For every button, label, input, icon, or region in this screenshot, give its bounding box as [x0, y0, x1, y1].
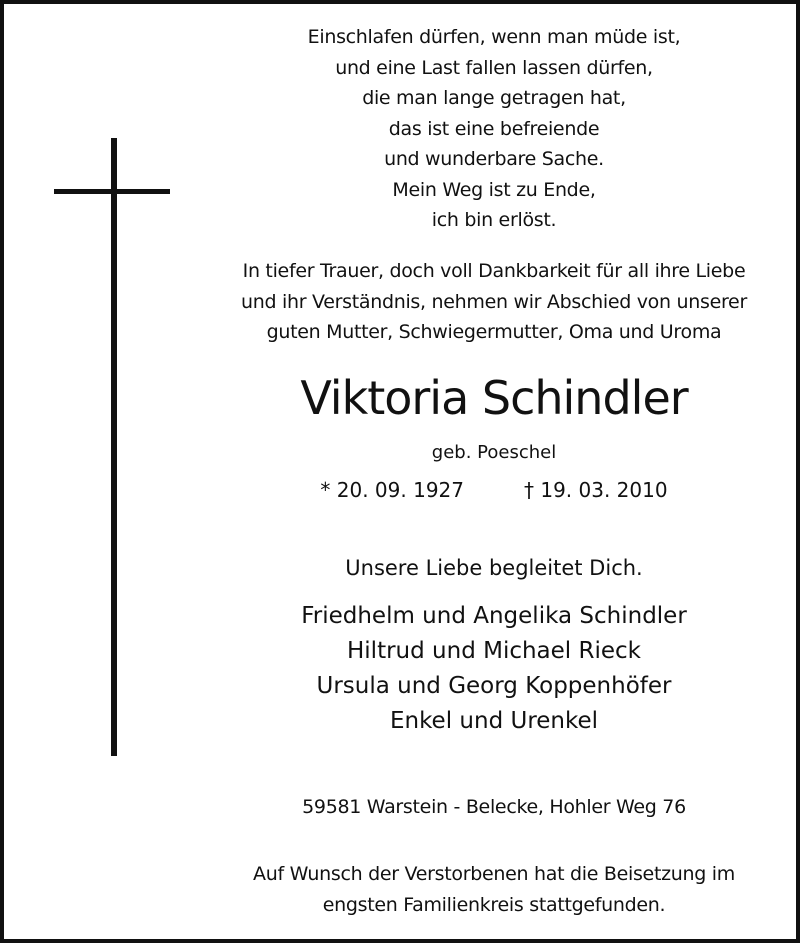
intro-line: guten Mutter, Schwiegermutter, Oma und Uroma	[266, 321, 722, 343]
poem-line: und eine Last fallen lassen dürfen,	[335, 56, 653, 79]
note-line: Auf Wunsch der Verstorbenen hat die Beisetzung im	[253, 863, 735, 885]
deceased-name: Viktoria Schindler	[300, 371, 688, 425]
poem-line: ich bin erlöst.	[431, 209, 557, 231]
poem	[194, 22, 794, 236]
intro-text	[194, 256, 794, 348]
cross-vertical-bar	[111, 138, 117, 756]
poem-line: und wunderbare Sache.	[384, 148, 604, 170]
birth-name: geb. Poeschel	[431, 442, 557, 463]
mourner: Ursula und Georg Koppenhöfer	[316, 673, 672, 699]
poem-line: Mein Weg ist zu Ende,	[392, 178, 596, 201]
mourner: Enkel und Urenkel	[389, 708, 599, 734]
note-line: engsten Familienkreis stattgefunden.	[322, 893, 666, 916]
intro-line: und ihr Verständnis, nehmen wir Abschied von unserer	[241, 290, 747, 313]
poem-line: Einschlafen dürfen, wenn man müde ist,	[307, 26, 681, 48]
cross-horizontal-bar	[54, 189, 170, 194]
burial-note	[194, 859, 794, 920]
mourner: Friedhelm und Angelika Schindler	[301, 603, 687, 629]
poem-line: die man lange getragen hat,	[362, 87, 626, 109]
intro-line: In tiefer Trauer, doch voll Dankbarkeit für all ihre Liebe	[242, 260, 746, 282]
life-dates	[194, 475, 794, 505]
birth-date: * 20. 09. 1927	[320, 478, 464, 502]
mourners-list	[194, 599, 794, 739]
motto: Unsere Liebe begleitet Dich.	[345, 556, 643, 580]
mourner: Hiltrud und Michael Rieck	[347, 638, 641, 664]
poem-line: das ist eine befreiende	[388, 117, 600, 140]
death-date: † 19. 03. 2010	[524, 478, 668, 502]
address: 59581 Warstein - Belecke, Hohler Weg 76	[302, 796, 686, 818]
